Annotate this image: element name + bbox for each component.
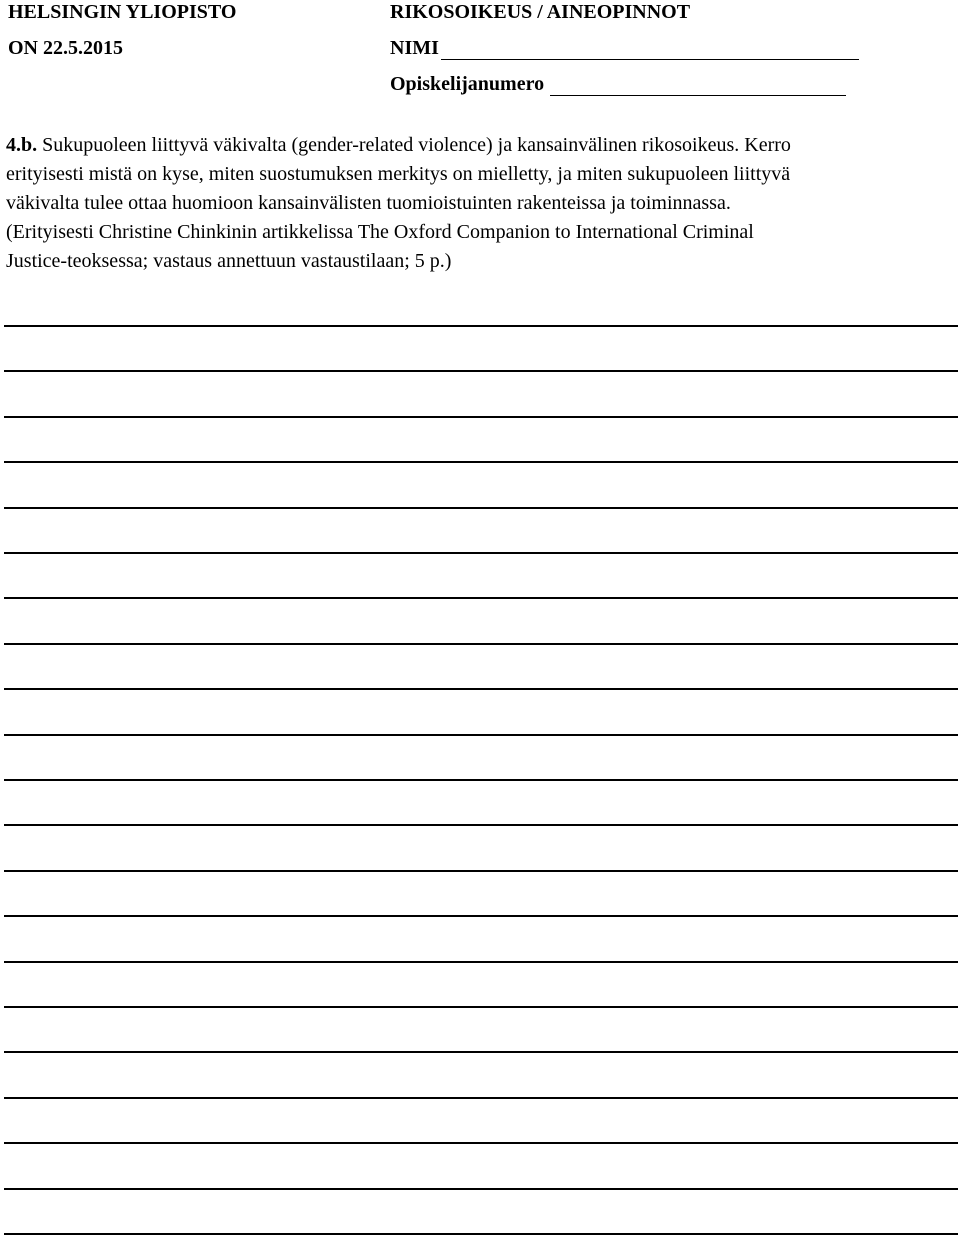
question-line: (Erityisesti Christine Chinkinin artikkelissa The Oxford Companion to International Criminal xyxy=(6,221,754,243)
exam-date: ON 22.5.2015 xyxy=(8,37,123,59)
answer-line[interactable] xyxy=(4,734,958,736)
student-id-input-line[interactable] xyxy=(550,76,846,96)
answer-line[interactable] xyxy=(4,870,958,872)
answer-line[interactable] xyxy=(4,961,958,963)
answer-line[interactable] xyxy=(4,824,958,826)
question-line: 4.b. Sukupuoleen liittyvä väkivalta (gender-related violence) ja kansainvälinen rikosoikeus. Kerro xyxy=(6,134,791,156)
answer-line[interactable] xyxy=(4,416,958,418)
answer-line[interactable] xyxy=(4,507,958,509)
answer-line[interactable] xyxy=(4,1188,958,1190)
question-line: erityisesti mistä on kyse, miten suostumuksen merkitys on mielletty, ja miten sukupuoleen liittyvä xyxy=(6,163,791,185)
student-id-label: Opiskelijanumero xyxy=(390,73,545,95)
answer-line[interactable] xyxy=(4,461,958,463)
answer-line[interactable] xyxy=(4,779,958,781)
answer-line[interactable] xyxy=(4,370,958,372)
answer-line[interactable] xyxy=(4,688,958,690)
answer-line[interactable] xyxy=(4,643,958,645)
answer-line[interactable] xyxy=(4,915,958,917)
question-line: Justice-teoksessa; vastaus annettuun vastaustilaan; 5 p.) xyxy=(6,250,452,272)
answer-line[interactable] xyxy=(4,552,958,554)
answer-line[interactable] xyxy=(4,597,958,599)
answer-line[interactable] xyxy=(4,325,958,327)
student-id-field xyxy=(390,72,846,96)
answer-line[interactable] xyxy=(4,1142,958,1144)
answer-line[interactable] xyxy=(4,1097,958,1099)
course-title: RIKOSOIKEUS / AINEOPINNOT xyxy=(390,1,691,23)
question-text xyxy=(6,131,960,276)
university-name: HELSINGIN YLIOPISTO xyxy=(8,1,237,23)
question-line: väkivalta tulee ottaa huomioon kansainvälisten tuomioistuinten rakenteissa ja toiminnassa. xyxy=(6,192,731,214)
question-number: 4.b. xyxy=(6,134,38,156)
name-input-line[interactable] xyxy=(441,40,859,60)
answer-line[interactable] xyxy=(4,1233,958,1235)
name-field xyxy=(390,36,859,60)
answer-line[interactable] xyxy=(4,1051,958,1053)
name-label: NIMI xyxy=(390,37,439,59)
answer-line[interactable] xyxy=(4,1006,958,1008)
